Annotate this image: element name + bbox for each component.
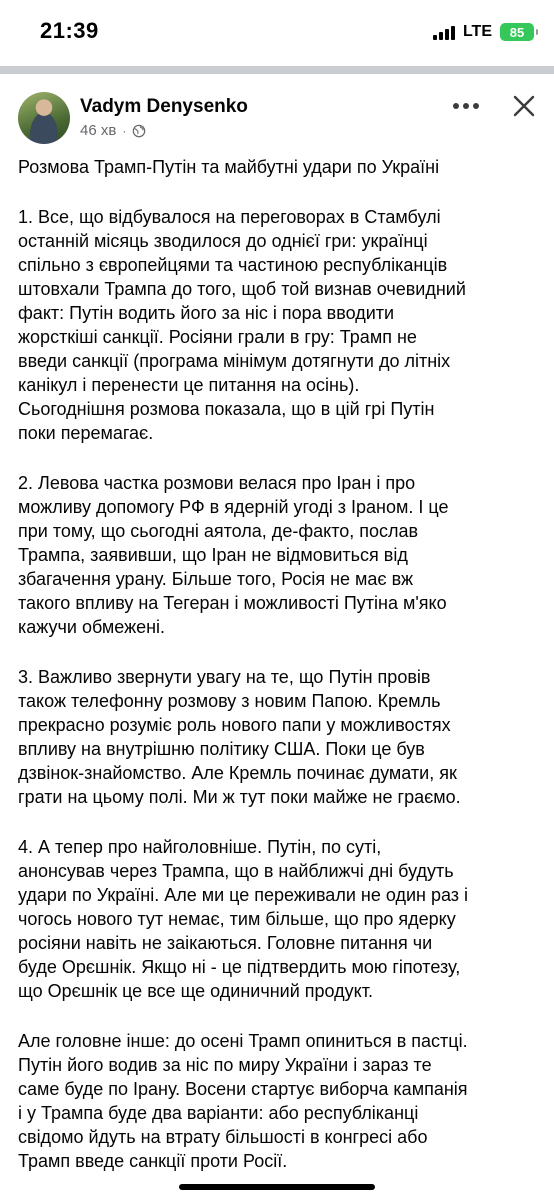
battery-icon <box>500 23 534 41</box>
status-time: 21:39 <box>40 18 99 43</box>
dot-icon <box>463 103 469 109</box>
more-options-button[interactable] <box>448 94 484 118</box>
post-title: Розмова Трамп-Путін та майбутні удари по Україні <box>18 157 440 177</box>
cellular-signal-icon <box>433 24 455 40</box>
status-indicators <box>433 20 534 44</box>
post-time[interactable]: 46 хв <box>80 122 117 139</box>
post-paragraph: 2. Левова частка розмови велася про Іран і про можливу допомогу РФ в ядерній угоді з Іраном. І це при тому, що сьогодні аятола, де-факто, послав Трампа, заявивши, що Іран не відмовиться від збагачення урану. Більше того, Росія не має вж такого впливу на Тегеран і можливості Путіна м'яко кажучи обмежені. <box>18 473 449 637</box>
post-paragraph: 3. Важливо звернути увагу на те, що Путін провів також телефонну розмову з новим Папою. Кремль прекрасно розуміє роль нового папи у можливостях впливу на внутрішню політику США. Поки це був дзвінок-знайомство. Але Кремль починає думати, як грати на цьому полі. Ми ж тут поки майже не граємо. <box>18 667 461 807</box>
battery-level: 85 <box>509 24 525 40</box>
author-name[interactable]: Vadym Denysenko <box>80 96 248 117</box>
status-bar <box>0 0 554 64</box>
divider <box>0 66 554 74</box>
home-indicator[interactable] <box>179 1184 375 1190</box>
dot-icon <box>473 103 479 109</box>
close-icon[interactable] <box>510 92 538 120</box>
globe-icon <box>132 124 146 138</box>
post-header <box>0 82 554 148</box>
post-paragraph: Але головне інше: до осені Трамп опиниться в пастці. Путін його водив за ніс по миру України і зараз те саме буде по Ірану. Восени стартує виборча кампанія і у Трампа буде два варіанти: або республіканці свідомо йдуть на втрату більшості в конгресі або Трамп введе санкції проти Росії. <box>18 1031 468 1171</box>
post-paragraph: 4. А тепер про найголовніше. Путін, по суті, анонсував через Трампа, що в найближчі дні будуть удари по Україні. Але ми це переживали не один раз і чогось нового тут немає, тим більше, що про ядерку росіяни навіть не заікаються. Головне питання чи буде Орєшнік. Якщо ні - це підтвердить мою гіпотезу, що Орєшнік це все ще одиничний продукт. <box>18 837 469 1001</box>
meta-separator: · <box>122 123 127 138</box>
network-type: LTE <box>462 23 492 40</box>
post-paragraph: 1. Все, що відбувалося на переговорах в Стамбулі останній місяць зводилося до однієї гри: українці спільно з європейцями та частиною республіканців штовхали Трампа до того, щоб той визнав очевидний факт: Путін водить його за ніс і пора вводити жорсткіші санкції. Росіяни грали в гру: Трамп не введи санкції (програма мінімум дотягнути до літніх канікул і перенести це питання на осінь). Сьогоднішня розмова показала, що в цій грі Путін поки перемагає. <box>18 207 466 443</box>
post-body <box>18 155 540 1199</box>
post-meta <box>80 122 146 139</box>
dot-icon <box>453 103 459 109</box>
avatar[interactable] <box>18 92 70 144</box>
